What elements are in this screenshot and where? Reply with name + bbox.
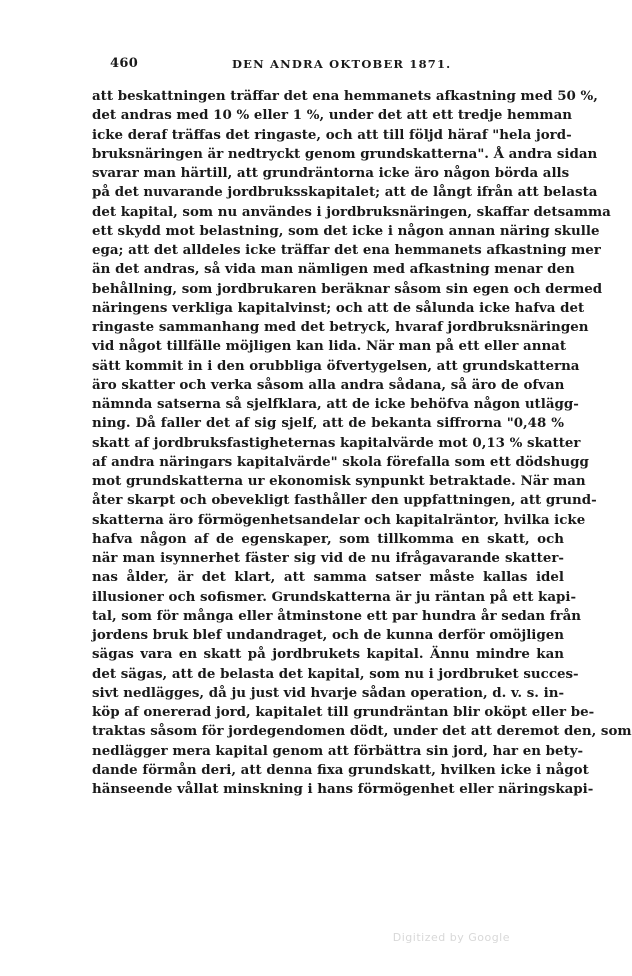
text-line: af andra näringars kapitalvärde" skola förefalla som ett dödshugg [92,453,589,470]
text-line: ega; att det alldeles icke träffar det ena hemmanets afkastning mer [92,242,601,258]
text-line: skatterna äro förmögenhetsandelar och kapitalräntor, hvilka icke [92,511,586,528]
text-line: jordens bruk blef undandraget, och de kunna derför omöjligen [92,627,564,643]
text-line: icke deraf träffas det ringaste, och att till följd häraf "hela jord- [92,126,572,143]
text-line: äro skatter och verka såsom alla andra sådana, så äro de ofvan [92,376,565,393]
text-line: att beskattningen träffar det ena hemmanets afkastning med 50 %, [92,88,598,104]
text-line: hänseende vållat minskning i hans förmögenhet eller näringskapi- [92,781,594,797]
text-line: när man isynnerhet fäster sig vid de nu ifrågavarande skatter- [92,550,564,566]
watermark: Digitized by Google [392,931,510,944]
text-line: sätt kommit in i den orubbliga öfvertygelsen, att grundskatterna [92,357,580,374]
text-line: vid något tillfälle möjligen kan lida. När man på ett eller annat [92,338,567,355]
text-line: illusioner och sofismer. Grundskatterna är ju räntan på ett kapi- [92,588,577,605]
text-line: det kapital, som nu användes i jordbruksnäringen, skaffar detsamma [92,203,611,220]
text-line: köp af onererad jord, kapitalet till grundräntan blir oköpt eller be- [92,704,595,720]
text-line: dande förmån deri, att denna fixa grundskatt, hvilken icke i något [92,761,589,778]
text-line: nas ålder, är det klart, att samma satser måste kallas idel [92,569,564,586]
text-line: nedlägger mera kapital genom att förbättra sin jord, har en bety- [92,742,584,759]
text-line: ett skydd mot belastning, som det icke i någon annan näring skulle [92,222,600,239]
text-line: sivt nedlägges, då ju just vid hvarje sådan operation, d. v. s. in- [92,684,564,701]
text-line: sägas vara en skatt på jordbrukets kapital. Ännu mindre kan [92,646,564,663]
text-line: skatt af jordbruksfastigheternas kapitalvärde mot 0,13 % skatter [92,434,581,451]
text-line: ning. Då faller det af sig sjelf, att de bekanta siffrorna "0,48 % [92,415,564,432]
page-header [110,56,564,78]
text-line: det sägas, att de belasta det kapital, som nu i jordbruket succes- [92,665,579,682]
text-line: det andras med 10 % eller 1 %, under det att ett tredje hemman [92,107,573,124]
text-line: än det andras, så vida man nämligen med afkastning menar den [92,261,575,278]
text-line: behållning, som jordbrukaren beräknar såsom sin egen och dermed [92,280,603,297]
text-line: på det nuvarande jordbruksskapitalet; att de långt ifrån att belasta [92,184,598,201]
text-line: åter skarpt och obevekligt fasthåller den uppfattningen, att grund- [92,492,597,509]
text-line: svarar man härtill, att grundräntorna icke äro någon börda alls [92,165,570,181]
text-line: hafva någon af de egenskaper, som tillkomma en skatt, och [92,530,564,547]
body-text [92,87,632,799]
text-line: traktas såsom för jordegendomen dödt, under det att deremot den, som [92,723,632,740]
running-title: DEN ANDRA OKTOBER 1871. [232,57,452,71]
text-line: tal, som för många eller åtminstone ett par hundra år sedan från [92,607,582,624]
page-number: 460 [110,56,139,71]
text-line: mot grundskatterna ur ekonomisk synpunkt betraktade. När man [92,473,586,489]
text-line: bruksnäringen är nedtryckt genom grundskatterna". Å andra sidan [92,145,598,162]
text-line: nämnda satserna så sjelfklara, att de icke behöfva någon utlägg- [92,396,579,412]
text-line: näringens verkliga kapitalvinst; och att de sålunda icke hafva det [92,299,585,316]
text-line: ringaste sammanhang med det betryck, hvaraf jordbruksnäringen [92,319,589,335]
